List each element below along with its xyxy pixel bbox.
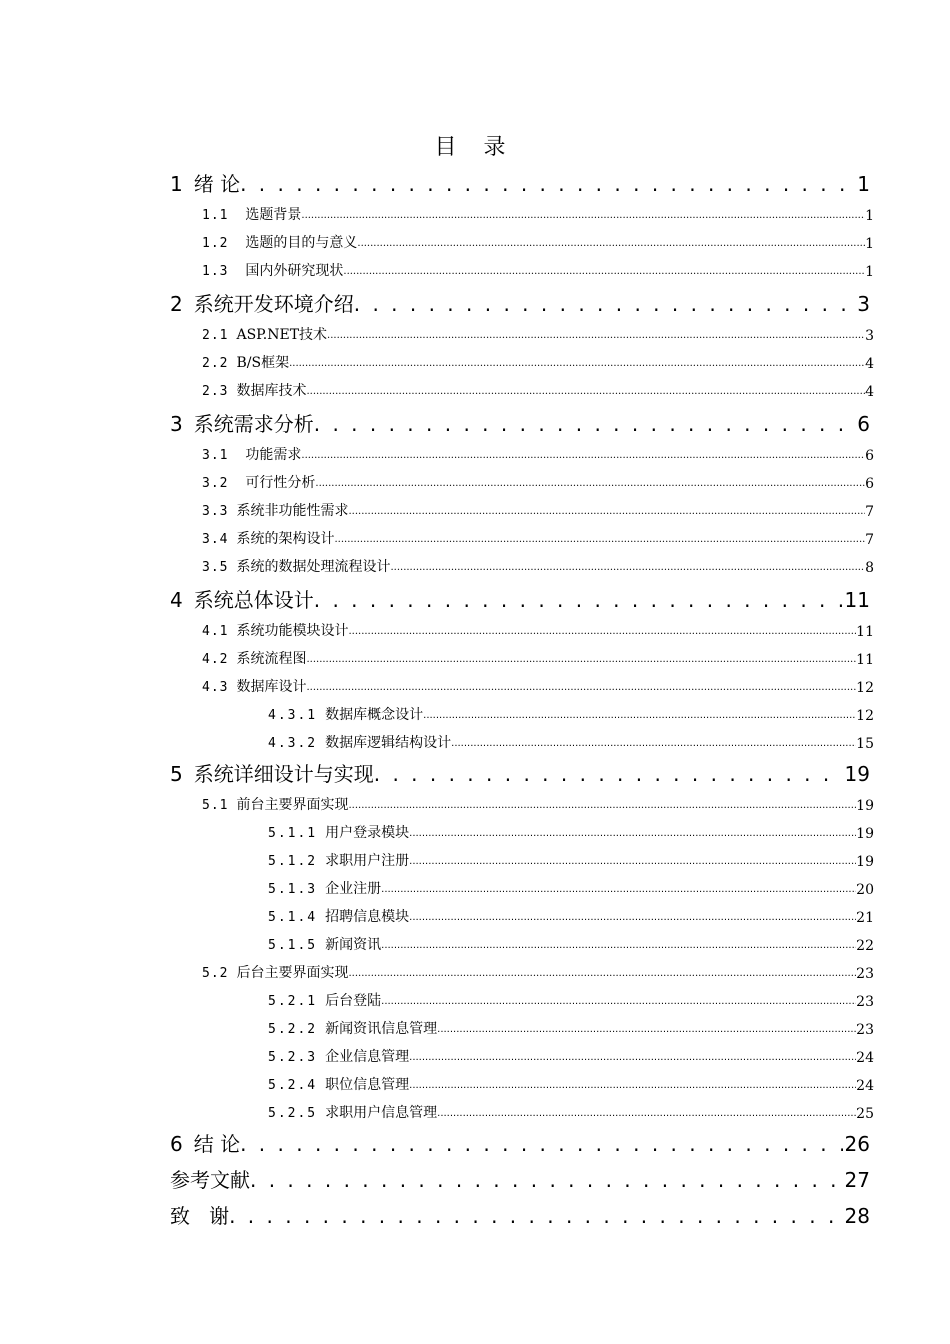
- toc-entry-number: 4.3: [202, 680, 229, 695]
- page-title: 目 录: [434, 135, 516, 160]
- toc-entry-label: [268, 991, 381, 1012]
- toc-entry[interactable]: [268, 852, 874, 872]
- dot-leader: [381, 878, 856, 900]
- toc-entry-page-number: 3: [865, 328, 874, 344]
- toc-entry-text: 系统功能模块设计: [236, 623, 349, 639]
- dot-leader: [315, 472, 865, 494]
- toc-entry-text: 系统流程图: [236, 651, 307, 667]
- toc-entry-label: [268, 907, 409, 928]
- toc-entry-label: [170, 1202, 229, 1230]
- dot-leader: [301, 204, 865, 226]
- toc-entry-label: [202, 529, 334, 550]
- toc-entry-number: 5.1.1: [268, 826, 318, 841]
- toc-entry[interactable]: [202, 530, 874, 550]
- toc-entry-number: 2.2: [202, 356, 229, 371]
- dot-leader: [229, 1202, 842, 1230]
- toc-entry-text: 求职用户信息管理: [325, 1105, 438, 1121]
- toc-entry[interactable]: [202, 796, 874, 816]
- toc-entry-number: 5.2.2: [268, 1022, 318, 1037]
- toc-entry-text: ASP.NET技术: [236, 327, 328, 343]
- toc-entry[interactable]: [202, 262, 874, 282]
- toc-entry-label: [268, 733, 451, 754]
- toc-entry-label: [268, 935, 381, 956]
- toc-entry-number: 5.1.5: [268, 938, 318, 953]
- dot-leader: [306, 676, 856, 698]
- toc-entry-page-number: 6: [857, 412, 870, 436]
- dot-leader: [390, 556, 865, 578]
- toc-entry[interactable]: [268, 1048, 874, 1068]
- toc-entry-page-number: 23: [856, 1022, 874, 1038]
- toc-entry-page-number: 12: [856, 680, 874, 696]
- toc-entry-page-number: 11: [844, 588, 870, 612]
- toc-entry-number: 5.1.2: [268, 854, 318, 869]
- toc-entry[interactable]: [268, 706, 874, 726]
- toc-entry-text: 后台登陆: [325, 993, 382, 1009]
- toc-entry-page-number: 23: [856, 994, 874, 1010]
- toc-entry-number: 3.4: [202, 532, 229, 547]
- toc-entry-number: 1: [170, 172, 186, 196]
- toc-entry[interactable]: [202, 206, 874, 226]
- toc-entry-label: [202, 621, 348, 642]
- toc-entry-label: [202, 501, 348, 522]
- toc-entry[interactable]: [170, 410, 870, 438]
- toc-entry-text: 参考文献: [170, 1168, 250, 1192]
- toc-entry[interactable]: [202, 446, 874, 466]
- toc-entry-text: 系统详细设计与实现: [193, 762, 374, 786]
- toc-entry-text: 求职用户注册: [325, 853, 410, 869]
- toc-entry-text: 新闻资讯信息管理: [325, 1021, 438, 1037]
- toc-entry-text: 国内外研究现状: [236, 263, 344, 279]
- toc-entry-number: 5.2.5: [268, 1106, 318, 1121]
- toc-entry-label: [202, 381, 306, 402]
- toc-entry[interactable]: [170, 1166, 870, 1194]
- dot-leader: [354, 290, 856, 318]
- toc-entry-number: 5.2.1: [268, 994, 318, 1009]
- toc-entry-number: 6: [170, 1132, 186, 1156]
- toc-entry-page-number: 8: [865, 560, 874, 576]
- dot-leader: [306, 648, 856, 670]
- toc-entry-label: [202, 233, 357, 254]
- toc-entry-number: 4.3.2: [268, 736, 318, 751]
- toc-entry[interactable]: [202, 558, 874, 578]
- dot-leader: [423, 704, 856, 726]
- toc-entry-page-number: 19: [856, 798, 874, 814]
- toc-entry-number: 4: [170, 588, 186, 612]
- toc-entry-page-number: 15: [856, 736, 874, 752]
- toc-entry-page-number: 24: [856, 1078, 874, 1094]
- toc-entry-label: [202, 963, 348, 984]
- toc-entry-number: 4.2: [202, 652, 229, 667]
- dot-leader: [409, 822, 856, 844]
- toc-entry-label: [202, 649, 306, 670]
- toc-entry-number: 3.1: [202, 448, 229, 463]
- toc-entry-text: 选题背景: [236, 207, 302, 223]
- dot-leader: [409, 1046, 856, 1068]
- toc-entry-number: 5.2.3: [268, 1050, 318, 1065]
- toc-entry-page-number: 20: [856, 882, 874, 898]
- toc-entry-label: [268, 823, 409, 844]
- dot-leader: [381, 990, 856, 1012]
- toc-entry-page-number: 4: [865, 384, 874, 400]
- toc-entry-text: 数据库设计: [236, 679, 307, 695]
- toc-entry[interactable]: [202, 502, 874, 522]
- dot-leader: [314, 586, 843, 614]
- dot-leader: [409, 906, 856, 928]
- toc-entry-number: 5.2: [202, 966, 229, 981]
- toc-entry-text: 绪 论: [193, 172, 241, 196]
- dot-leader: [437, 1018, 856, 1040]
- toc-entry-page-number: 6: [865, 448, 874, 464]
- toc-entry[interactable]: [202, 354, 874, 374]
- toc-entry-number: 2: [170, 292, 186, 316]
- toc-entry-number: 3.5: [202, 560, 229, 575]
- toc-entry-page-number: 25: [856, 1106, 874, 1122]
- dot-leader: [357, 232, 865, 254]
- toc-entry[interactable]: [170, 1130, 870, 1158]
- toc-entry-number: 5.1.3: [268, 882, 318, 897]
- toc-entry-page-number: 28: [844, 1204, 870, 1228]
- toc-entry-text: 用户登录模块: [325, 825, 410, 841]
- toc-entry-label: [202, 473, 315, 494]
- toc-entry-text: 结 论: [193, 1132, 241, 1156]
- toc-entry-text: 数据库技术: [236, 383, 307, 399]
- dot-leader: [451, 732, 856, 754]
- toc-entry-page-number: 4: [865, 356, 874, 372]
- dot-leader: [289, 352, 865, 374]
- toc-entry-label: [170, 290, 354, 318]
- toc-entry-page-number: 12: [856, 708, 874, 724]
- toc-entry[interactable]: [268, 992, 874, 1012]
- toc-entry-page-number: 11: [856, 652, 874, 668]
- toc-entry[interactable]: [268, 936, 874, 956]
- dot-leader: [334, 528, 865, 550]
- toc-entry-page-number: 27: [844, 1168, 870, 1192]
- toc-entry-number: 5.1.4: [268, 910, 318, 925]
- toc-entry[interactable]: [202, 382, 874, 402]
- toc-entry[interactable]: [170, 170, 870, 198]
- toc-entry-text: 可行性分析: [236, 475, 316, 491]
- toc-entry-number: 2.3: [202, 384, 229, 399]
- toc-entry-page-number: 19: [856, 854, 874, 870]
- dot-leader: [348, 620, 856, 642]
- toc-entry-page-number: 26: [844, 1132, 870, 1156]
- dot-leader: [306, 380, 865, 402]
- toc-entry-text: 企业注册: [325, 881, 382, 897]
- toc-entry-label: [268, 705, 423, 726]
- toc-entry-page-number: 7: [865, 532, 874, 548]
- toc-entry-number: 5.1: [202, 798, 229, 813]
- toc-entry-text: 系统开发环境介绍: [193, 292, 354, 316]
- toc-entry-page-number: 1: [865, 236, 874, 252]
- toc-entry-label: [268, 1047, 409, 1068]
- toc-entry-label: [170, 410, 314, 438]
- toc-entry-number: 3.3: [202, 504, 229, 519]
- toc-entry-number: 3: [170, 412, 186, 436]
- toc-entry[interactable]: [202, 650, 874, 670]
- toc-entry-number: 2.1: [202, 328, 229, 343]
- toc-entry-label: [202, 677, 306, 698]
- toc-entry[interactable]: [268, 1104, 874, 1124]
- dot-leader: [348, 962, 856, 984]
- toc-entry-page-number: 7: [865, 504, 874, 520]
- toc-entry[interactable]: [202, 678, 874, 698]
- toc-entry-label: [202, 325, 327, 346]
- toc-entry[interactable]: [202, 234, 874, 254]
- dot-leader: [240, 1130, 842, 1158]
- toc-entry-label: [202, 795, 348, 816]
- toc-entry-text: 新闻资讯: [325, 937, 382, 953]
- toc-entry-text: 系统的架构设计: [236, 531, 335, 547]
- toc-entry-text: 职位信息管理: [325, 1077, 410, 1093]
- toc-entry-page-number: 11: [856, 624, 874, 640]
- toc-entry-label: [202, 445, 301, 466]
- toc-entry[interactable]: [170, 760, 870, 788]
- dot-leader: [327, 324, 865, 346]
- toc-entry-number: 4.1: [202, 624, 229, 639]
- toc-entry-text: 企业信息管理: [325, 1049, 410, 1065]
- toc-entry-number: 1.1: [202, 208, 229, 223]
- toc-entry[interactable]: [268, 908, 874, 928]
- toc-entry-text: 系统非功能性需求: [236, 503, 349, 519]
- toc-entry-text: 前台主要界面实现: [236, 797, 349, 813]
- toc-entry[interactable]: [170, 1202, 870, 1230]
- toc-entry[interactable]: [268, 880, 874, 900]
- toc-entry-page-number: 1: [857, 172, 870, 196]
- dot-leader: [348, 500, 865, 522]
- toc-entry-text: B/S框架: [236, 355, 290, 371]
- toc-entry-page-number: 19: [856, 826, 874, 842]
- dot-leader: [314, 410, 856, 438]
- toc-entry-number: 1.2: [202, 236, 229, 251]
- toc-entry-label: [268, 1019, 437, 1040]
- toc-entry[interactable]: [202, 622, 874, 642]
- dot-leader: [409, 1074, 856, 1096]
- toc-entry-label: [170, 760, 374, 788]
- toc-entry-label: [202, 205, 301, 226]
- toc-entry[interactable]: [268, 734, 874, 754]
- dot-leader: [348, 794, 856, 816]
- dot-leader: [437, 1102, 856, 1124]
- dot-leader: [240, 170, 855, 198]
- dot-leader: [409, 850, 856, 872]
- toc-entry-label: [170, 1130, 240, 1158]
- toc-entry-label: [268, 1075, 409, 1096]
- toc-entry-label: [268, 879, 381, 900]
- toc-entry-text: 系统总体设计: [193, 588, 314, 612]
- toc-entry-text: 系统需求分析: [193, 412, 314, 436]
- toc-entry-page-number: 23: [856, 966, 874, 982]
- toc-entry-page-number: 22: [856, 938, 874, 954]
- toc-entry-page-number: 1: [865, 208, 874, 224]
- toc-entry-number: 4.3.1: [268, 708, 318, 723]
- toc-entry-label: [170, 170, 240, 198]
- toc-entry[interactable]: [268, 1076, 874, 1096]
- toc-entry-text: 功能需求: [236, 447, 302, 463]
- dot-leader: [250, 1166, 843, 1194]
- toc-entry[interactable]: [202, 326, 874, 346]
- toc-entry[interactable]: [268, 1020, 874, 1040]
- toc-entry-text: 数据库概念设计: [325, 707, 424, 723]
- toc-entry[interactable]: [170, 586, 870, 614]
- toc-entry-label: [268, 1103, 437, 1124]
- toc-entry-label: [170, 586, 314, 614]
- toc-entry[interactable]: [202, 964, 874, 984]
- toc-entry-number: 5.2.4: [268, 1078, 318, 1093]
- toc-entry-label: [268, 851, 409, 872]
- toc-entry-page-number: 21: [856, 910, 874, 926]
- toc-entry[interactable]: [268, 824, 874, 844]
- dot-leader: [374, 760, 843, 788]
- toc-entry-text: 系统的数据处理流程设计: [236, 559, 391, 575]
- toc-entry-label: [202, 353, 289, 374]
- toc-entry-label: [202, 261, 343, 282]
- toc-entry-text: 数据库逻辑结构设计: [325, 735, 452, 751]
- toc-entry-page-number: 6: [865, 476, 874, 492]
- toc-entry-label: [202, 557, 390, 578]
- toc-entry-page-number: 1: [865, 264, 874, 280]
- toc-entry[interactable]: [202, 474, 874, 494]
- toc-entry-text: 致 谢: [170, 1204, 230, 1228]
- toc-entry-number: 3.2: [202, 476, 229, 491]
- toc-entry-label: [170, 1166, 250, 1194]
- dot-leader: [301, 444, 865, 466]
- toc-entry-number: 5: [170, 762, 186, 786]
- toc-entry-page-number: 19: [844, 762, 870, 786]
- dot-leader: [343, 260, 865, 282]
- toc-entry-text: 选题的目的与意义: [236, 235, 358, 251]
- dot-leader: [381, 934, 856, 956]
- toc-entry-text: 后台主要界面实现: [236, 965, 349, 981]
- toc-entry-page-number: 24: [856, 1050, 874, 1066]
- toc-entry[interactable]: [170, 290, 870, 318]
- toc-entry-number: 1.3: [202, 264, 229, 279]
- toc-entry-text: 招聘信息模块: [325, 909, 410, 925]
- toc-entry-page-number: 3: [857, 292, 870, 316]
